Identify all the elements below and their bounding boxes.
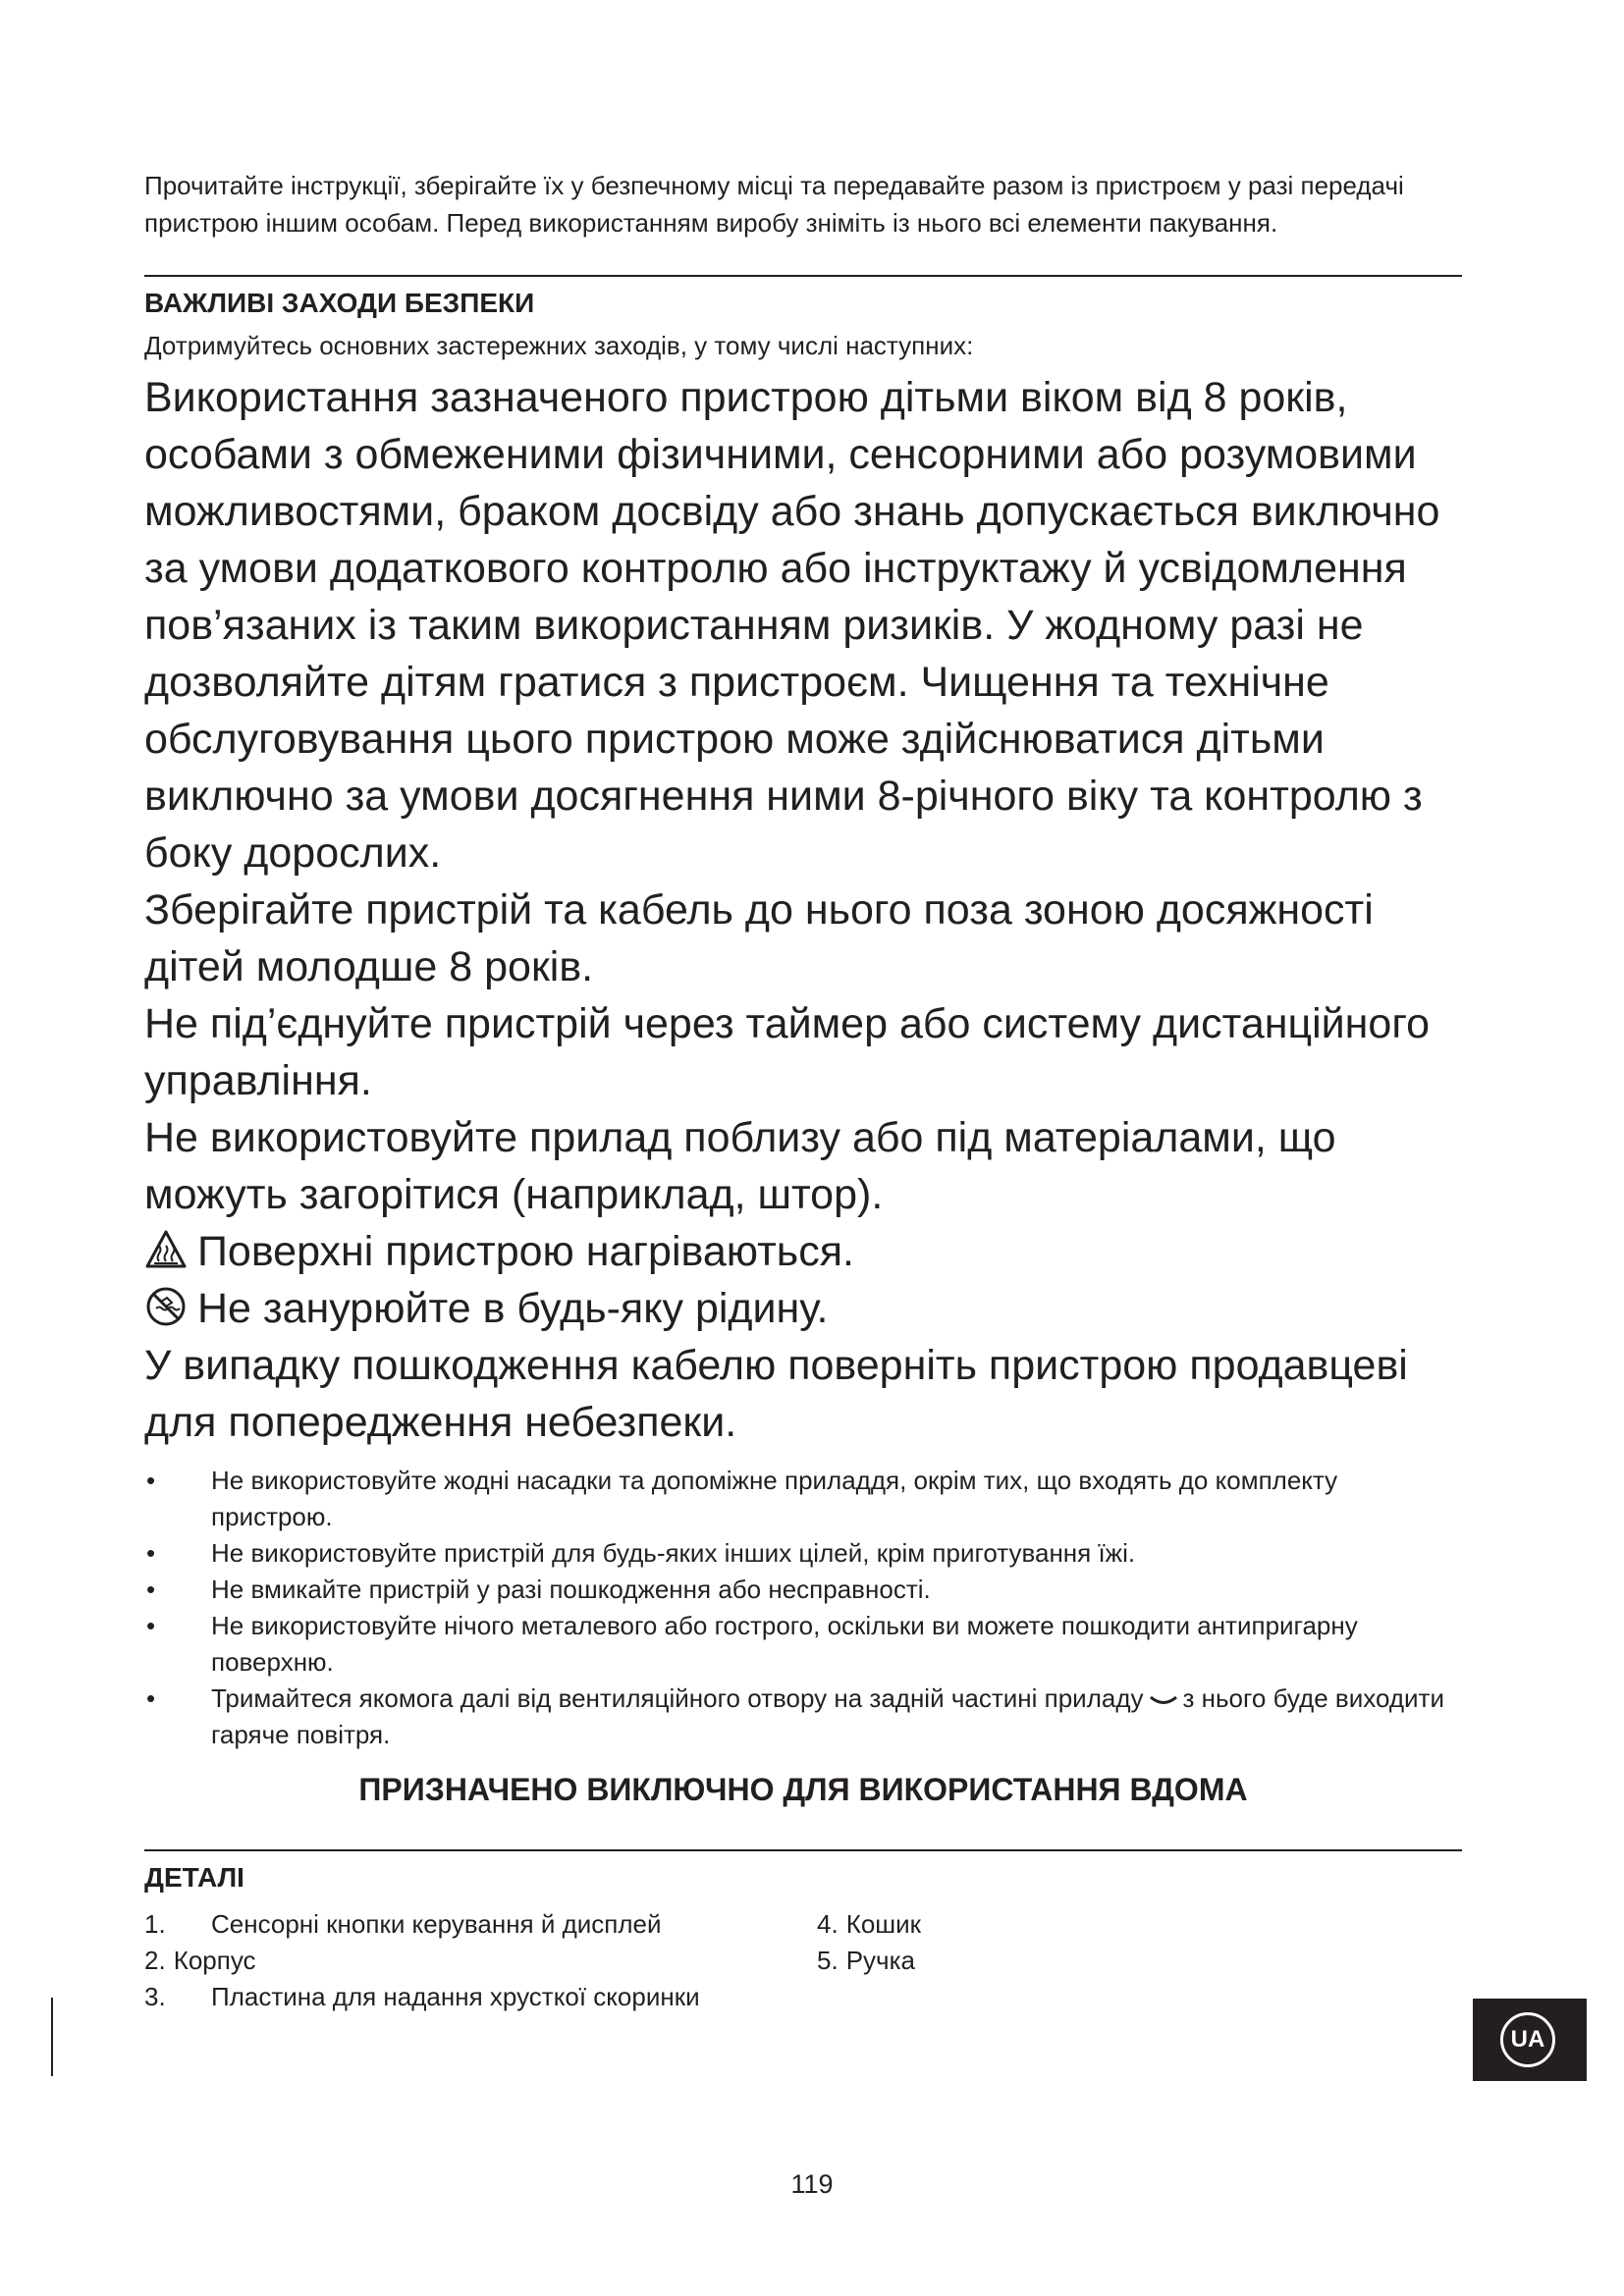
safety-title: ВАЖЛИВІ ЗАХОДИ БЕЗПЕКИ — [144, 288, 535, 318]
safety-paragraph-cable: У випадку пошкодження кабелю поверніть пристрою продавцеві для попередження небезпеки. — [144, 1342, 1408, 1446]
part-label: Сенсорні кнопки керування й дисплей — [211, 1909, 662, 1939]
safety-paragraph-children: Використання зазначеного пристрою дітьми віком від 8 років, особами з обмеженими фізичними, сенсорними або розумовими можливостями, браком досвіду або знань допускається виключно за умови додаткового контролю або інструктажу й усвідомлення пов’язаних із таким використанням ризиків. У жодному разі не дозволяйте дітям гратися з пристроєм. Чищення та технічне обслуговування цього пристрою може здійснюватися дітьми виключно за умови досягнення ними 8-річного віку та контролю з боку дорослих. — [144, 374, 1440, 877]
bullet-dot: • — [146, 1538, 156, 1568]
list-item — [144, 1572, 1462, 1608]
parts-list — [144, 1906, 1462, 2015]
bullet-text: Не використовуйте пристрій для будь-яких інших цілей, крім приготування їжі. — [211, 1538, 1136, 1568]
part-number: 5. — [817, 1946, 839, 1975]
parts-title: ДЕТАЛІ — [144, 1862, 244, 1893]
safety-bullet-list — [144, 1463, 1462, 1753]
margin-line — [51, 1998, 53, 2076]
language-badge — [1473, 1999, 1587, 2081]
immersion-text: Не занурюйте в будь-яку рідину. — [197, 1285, 829, 1332]
safety-paragraph-storage: Зберігайте пристрій та кабель до нього поза зоною досяжності дітей молодше 8 років. — [144, 886, 1374, 990]
part-number: 3. — [144, 1982, 166, 2011]
parts-column-right — [817, 1906, 921, 2015]
do-not-immerse-icon — [144, 1285, 188, 1328]
part-label: Ручка — [845, 1946, 915, 1975]
list-item — [144, 1681, 1462, 1753]
bullet-dot: • — [146, 1466, 156, 1495]
page-content — [144, 167, 1462, 2015]
parts-column-left — [144, 1906, 817, 2015]
language-badge-label: UA — [1500, 2012, 1555, 2067]
part-number: 4. — [817, 1909, 839, 1939]
page-number: 119 — [790, 2169, 834, 2199]
part-label: Кошик — [845, 1909, 922, 1939]
bullet-dot: • — [146, 1683, 156, 1713]
safety-paragraph-hot-surface — [144, 1223, 1462, 1280]
part-item — [144, 1979, 817, 2015]
bullet-dot: • — [146, 1611, 156, 1640]
part-label: Корпус — [173, 1946, 256, 1975]
hot-surface-text: Поверхні пристрою нагріваються. — [197, 1228, 854, 1275]
list-item — [144, 1608, 1462, 1681]
section-divider — [144, 275, 1462, 277]
safety-paragraph-immersion — [144, 1280, 1462, 1337]
safety-paragraph-timer: Не під’єднуйте пристрій через таймер або систему дистанційного управління. — [144, 1000, 1431, 1104]
safety-paragraph-flammable: Не використовуйте прилад поблизу або під матеріалами, що можуть загорітися (наприклад, штор). — [144, 1114, 1336, 1218]
safety-subtitle: Дотримуйтесь основних застережних заходів, у тому числі наступних: — [144, 331, 974, 360]
list-item — [144, 1463, 1462, 1535]
part-item — [817, 1906, 921, 1943]
hot-surface-warning-icon — [144, 1228, 188, 1271]
intro-text: Прочитайте інструкції, зберігайте їх у безпечному місці та передавайте разом із пристроєм у разі передачі пристрою іншим особам. Перед використанням виробу зніміть із нього всі елементи пакування. — [144, 171, 1404, 238]
vent-airflow-icon — [1148, 1692, 1179, 1708]
part-number: 1. — [144, 1909, 166, 1939]
part-item — [144, 1906, 817, 1943]
bullet-text: Не використовуйте жодні насадки та допоміжне приладдя, окрім тих, що входять до комплекту пристрою. — [211, 1466, 1338, 1531]
vent-bullet-text-end: з нього буде виходити гаряче повітря. — [211, 1683, 1444, 1749]
vent-bullet-text-start: Тримайтеся якомога далі від вентиляційного отвору на задній частині приладу — [211, 1683, 1144, 1713]
bullet-dot: • — [146, 1575, 156, 1604]
part-item — [817, 1943, 921, 1979]
bullet-text: Не вмикайте пристрій у разі пошкодження або несправності. — [211, 1575, 931, 1604]
household-use-only-heading: ПРИЗНАЧЕНО ВИКЛЮЧНО ДЛЯ ВИКОРИСТАННЯ ВДОМА — [358, 1772, 1248, 1807]
section-divider — [144, 1849, 1462, 1851]
part-label: Пластина для надання хрусткої скоринки — [211, 1982, 700, 2011]
list-item — [144, 1535, 1462, 1572]
part-number: 2. — [144, 1946, 166, 1975]
bullet-text: Не використовуйте нічого металевого або гострого, оскільки ви можете пошкодити антипригарну поверхню. — [211, 1611, 1358, 1677]
part-item — [144, 1943, 817, 1979]
